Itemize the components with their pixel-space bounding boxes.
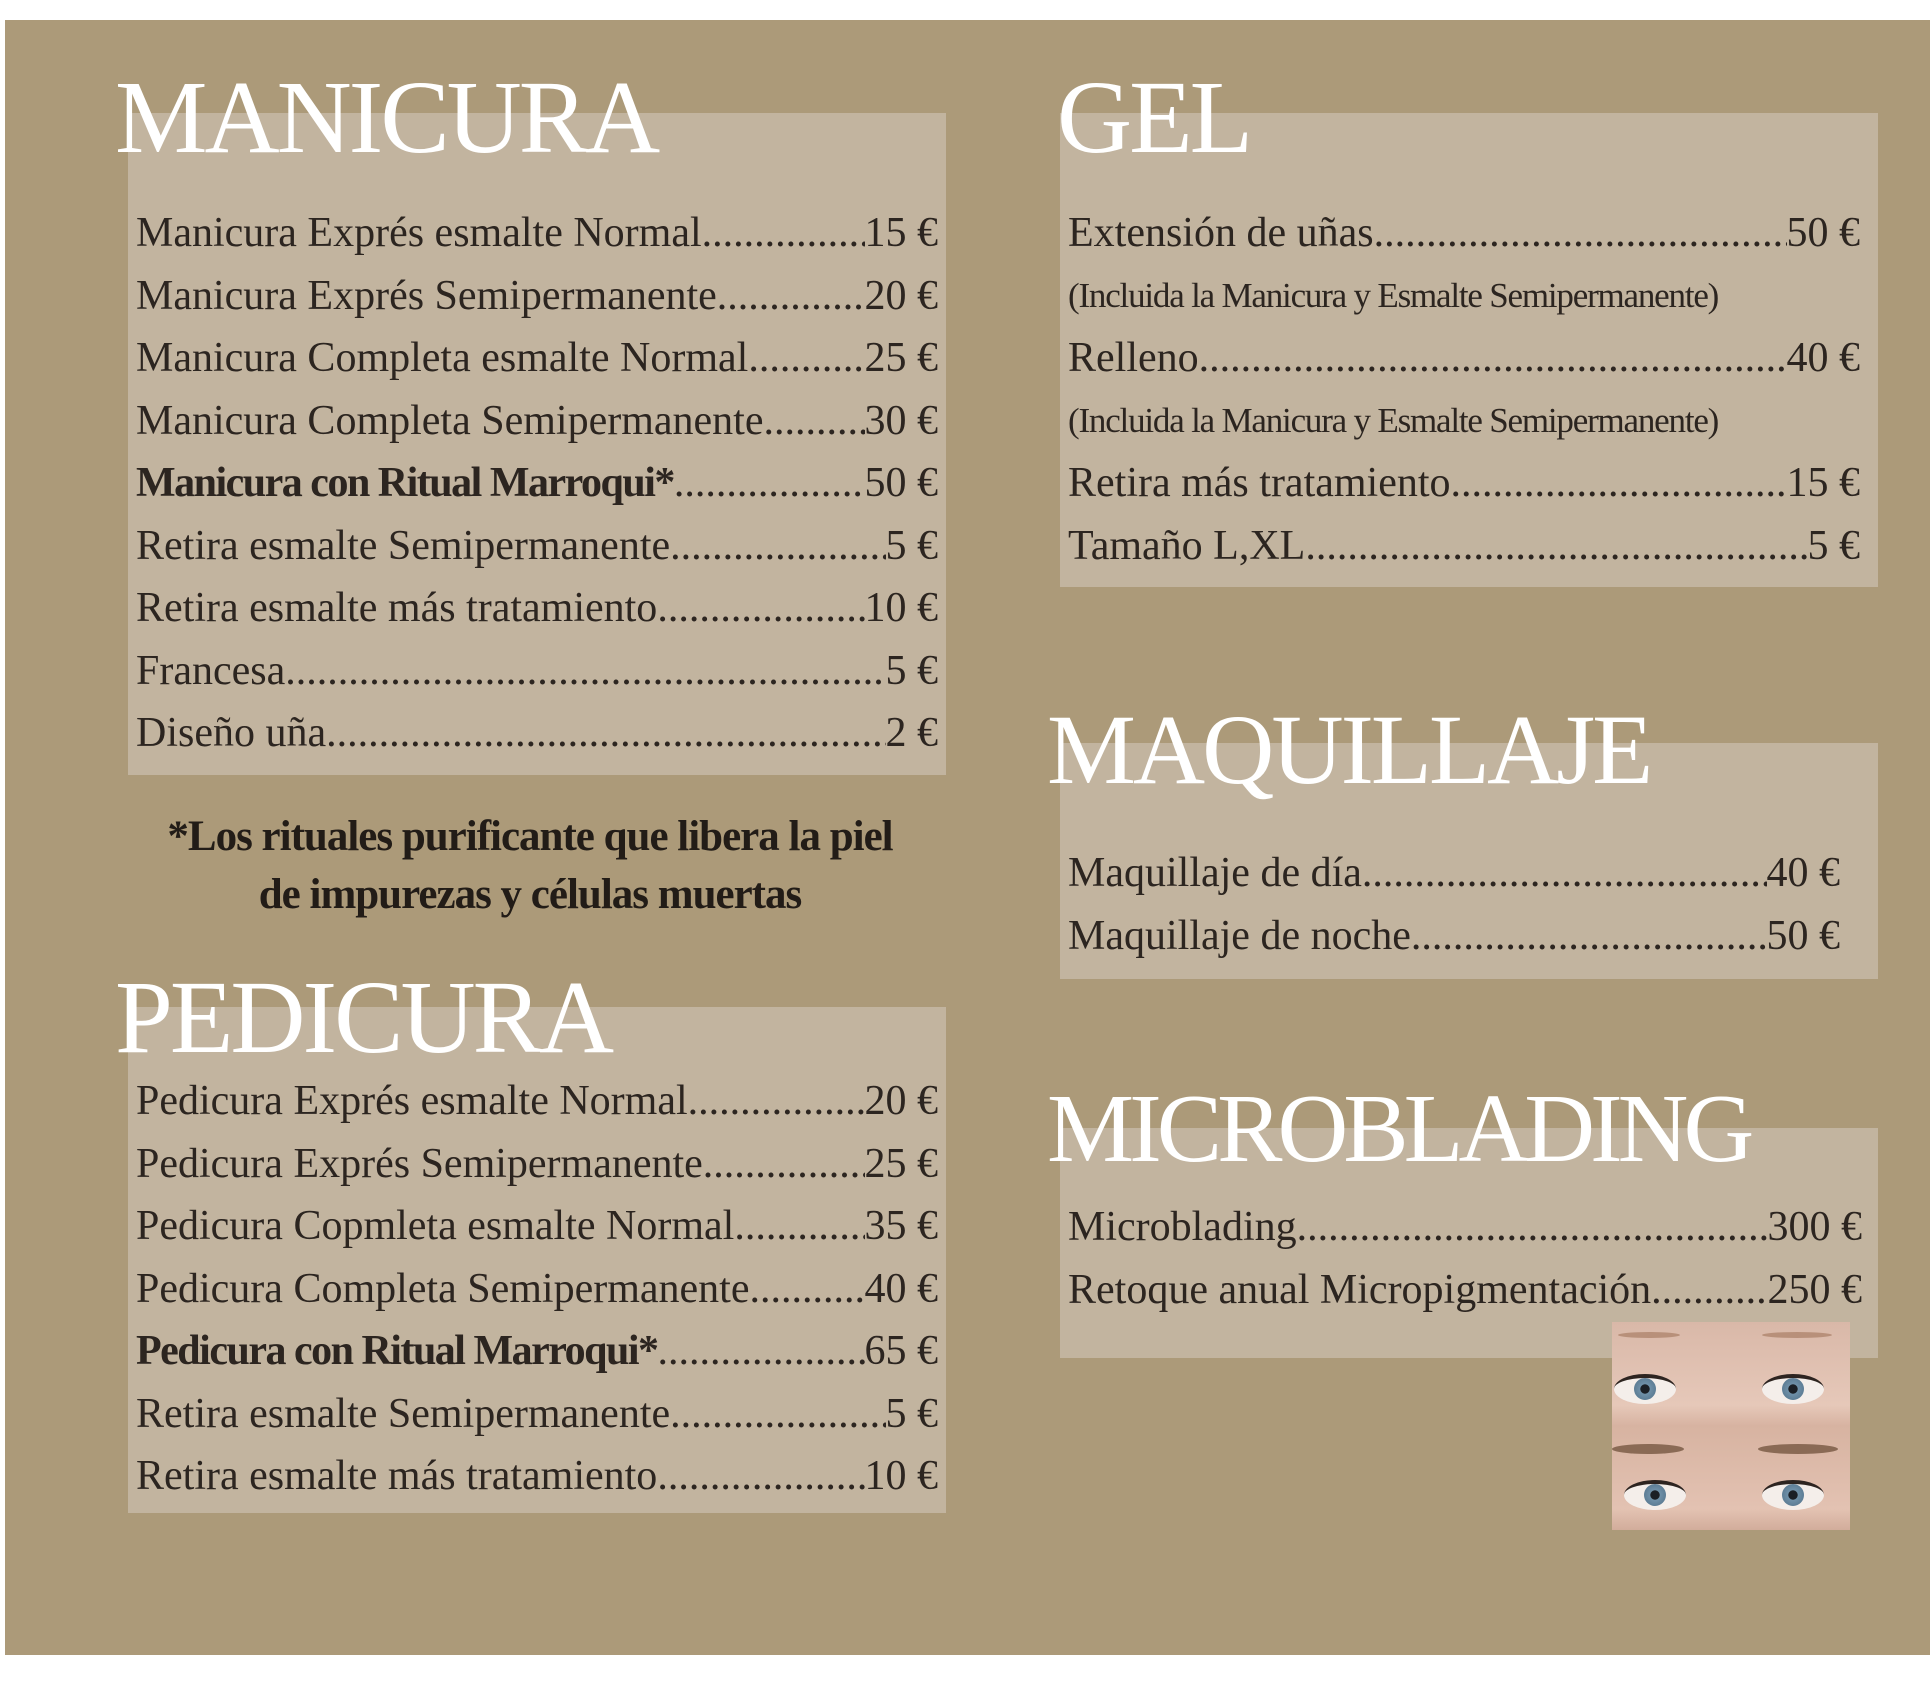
leader-dots [703, 1133, 865, 1196]
microblading-list [1068, 1196, 1862, 1321]
eye [1624, 1480, 1686, 1510]
eyes-after [1612, 1426, 1850, 1530]
item-label: Retira esmalte más tratamiento [136, 585, 658, 631]
item-price: 25 € [864, 335, 938, 381]
item-label: Maquillaje de día [1068, 850, 1362, 896]
item-label: Tamaño L,XL [1068, 522, 1306, 569]
item-label: Maquillaje de noche [1068, 912, 1411, 959]
leader-dots [748, 327, 864, 390]
item-label: Retira esmalte más tratamiento [136, 1453, 658, 1499]
microblading-eyes-photo [1612, 1322, 1850, 1530]
gel-item [1068, 452, 1860, 515]
pedicura-list [136, 1070, 938, 1508]
eyebrow [1618, 1332, 1680, 1338]
gel-item-note [1068, 265, 1860, 328]
item-label: Diseño uña [136, 710, 327, 756]
item-price: 300 € [1767, 1204, 1862, 1250]
item-note: (Incluida la Manicura y Esmalte Semipermanente) [1068, 275, 1719, 315]
manicura-item [136, 702, 938, 765]
pedicura-item-featured [136, 1320, 938, 1383]
item-label: Francesa [136, 647, 286, 694]
item-price: 40 € [1766, 850, 1840, 896]
item-label: Relleno [1068, 335, 1199, 381]
item-price: 40 € [864, 1265, 938, 1312]
pedicura-item [136, 1133, 938, 1196]
leader-dots [674, 452, 865, 515]
pedicura-item [136, 1258, 938, 1321]
maquillaje-list [1068, 842, 1840, 967]
maquillaje-title: MAQUILLAJE [1047, 694, 1651, 805]
footnote-line-1: *Los rituales purificante que libera la piel [167, 813, 893, 860]
item-label: Retira esmalte Semipermanente [136, 522, 671, 569]
manicura-item [136, 640, 938, 703]
leader-dots [1651, 1259, 1767, 1322]
leader-dots [688, 1070, 865, 1133]
item-price: 250 € [1767, 1266, 1862, 1313]
item-price: 10 € [864, 585, 938, 631]
manicura-item [136, 202, 938, 265]
leader-dots [749, 1258, 864, 1321]
manicura-item [136, 265, 938, 328]
item-label: Manicura Completa Semipermanente [136, 397, 764, 444]
item-label: Extensión de uñas [1068, 210, 1374, 256]
item-price: 15 € [864, 210, 938, 256]
leader-dots [670, 1383, 885, 1446]
item-price: 5 € [885, 647, 938, 694]
item-price: 30 € [864, 397, 938, 444]
item-label: Manicura Exprés esmalte Normal [136, 210, 702, 256]
item-price: 50 € [1786, 210, 1860, 256]
eye [1614, 1374, 1676, 1404]
leader-dots [1451, 452, 1787, 515]
iris [1782, 1378, 1804, 1400]
gel-item [1068, 327, 1860, 390]
item-price: 20 € [864, 1078, 938, 1124]
item-label: Pedicura Copmleta esmalte Normal [136, 1203, 735, 1249]
maquillaje-item [1068, 842, 1840, 905]
item-label: Manicura Completa esmalte Normal [136, 335, 749, 381]
item-price: 35 € [864, 1203, 938, 1249]
manicura-title: MANICURA [115, 60, 658, 175]
microblading-title: MICROBLADING [1047, 1075, 1750, 1183]
item-label: Retoque anual Micropigmentación [1068, 1266, 1652, 1313]
item-price: 10 € [864, 1453, 938, 1499]
pedicura-title: PEDICURA [115, 960, 612, 1075]
item-price: 2 € [885, 710, 938, 756]
eye [1762, 1480, 1824, 1510]
manicura-item [136, 515, 938, 578]
leader-dots [657, 577, 864, 640]
leader-dots [326, 702, 885, 765]
item-price: 25 € [864, 1140, 938, 1187]
microblading-item [1068, 1259, 1862, 1322]
item-price: 50 € [864, 460, 938, 506]
leader-dots [1362, 842, 1767, 905]
pedicura-item [136, 1445, 938, 1508]
item-price: 5 € [885, 522, 938, 569]
ritual-footnote [110, 808, 950, 924]
item-price: 5 € [1807, 522, 1860, 569]
manicura-item-featured [136, 452, 938, 515]
eyebrow [1762, 1332, 1832, 1338]
item-price: 15 € [1786, 460, 1860, 506]
leader-dots [702, 202, 865, 265]
leader-dots [285, 640, 885, 703]
item-label: Manicura Exprés Semipermanente [136, 272, 717, 319]
item-label: Pedicura con Ritual Marroqui* [136, 1328, 658, 1374]
iris [1644, 1484, 1666, 1506]
manicura-item [136, 327, 938, 390]
item-price: 20 € [864, 272, 938, 319]
gel-list [1068, 202, 1860, 577]
eyes-before [1612, 1322, 1850, 1426]
microblading-item [1068, 1196, 1862, 1259]
manicura-item [136, 390, 938, 453]
item-label: Manicura con Ritual Marroqui* [136, 460, 674, 506]
item-label: Pedicura Completa Semipermanente [136, 1265, 750, 1312]
leader-dots [1411, 905, 1767, 968]
iris [1634, 1378, 1656, 1400]
eyebrow [1758, 1444, 1838, 1454]
leader-dots [1199, 327, 1787, 390]
gel-item-note [1068, 390, 1860, 453]
leader-dots [1297, 1196, 1768, 1259]
item-label: Retira más tratamiento [1068, 460, 1451, 506]
item-label: Pedicura Exprés esmalte Normal [136, 1078, 688, 1124]
iris [1782, 1484, 1804, 1506]
item-price: 5 € [885, 1390, 938, 1437]
item-label: Retira esmalte Semipermanente [136, 1390, 671, 1437]
manicura-item [136, 577, 938, 640]
leader-dots [658, 1320, 865, 1383]
item-note: (Incluida la Manicura y Esmalte Semipermanente) [1068, 400, 1719, 440]
pedicura-item [136, 1070, 938, 1133]
item-price: 40 € [1786, 335, 1860, 381]
leader-dots [670, 515, 885, 578]
pedicura-item [136, 1195, 938, 1258]
pedicura-item [136, 1383, 938, 1446]
item-label: Pedicura Exprés Semipermanente [136, 1140, 703, 1187]
leader-dots [734, 1195, 864, 1258]
eyebrow [1612, 1444, 1684, 1454]
leader-dots [1305, 515, 1807, 578]
maquillaje-item [1068, 905, 1840, 968]
leader-dots [657, 1445, 864, 1508]
gel-item [1068, 202, 1860, 265]
manicura-list [136, 202, 938, 765]
item-label: Microblading [1068, 1204, 1297, 1250]
leader-dots [763, 390, 864, 453]
footnote-line-2: de impurezas y células muertas [258, 871, 802, 918]
eye [1762, 1374, 1824, 1404]
item-price: 65 € [864, 1328, 938, 1374]
gel-item [1068, 515, 1860, 578]
gel-title: GEL [1057, 60, 1251, 175]
leader-dots [717, 265, 865, 328]
leader-dots [1374, 202, 1787, 265]
item-price: 50 € [1766, 912, 1840, 959]
